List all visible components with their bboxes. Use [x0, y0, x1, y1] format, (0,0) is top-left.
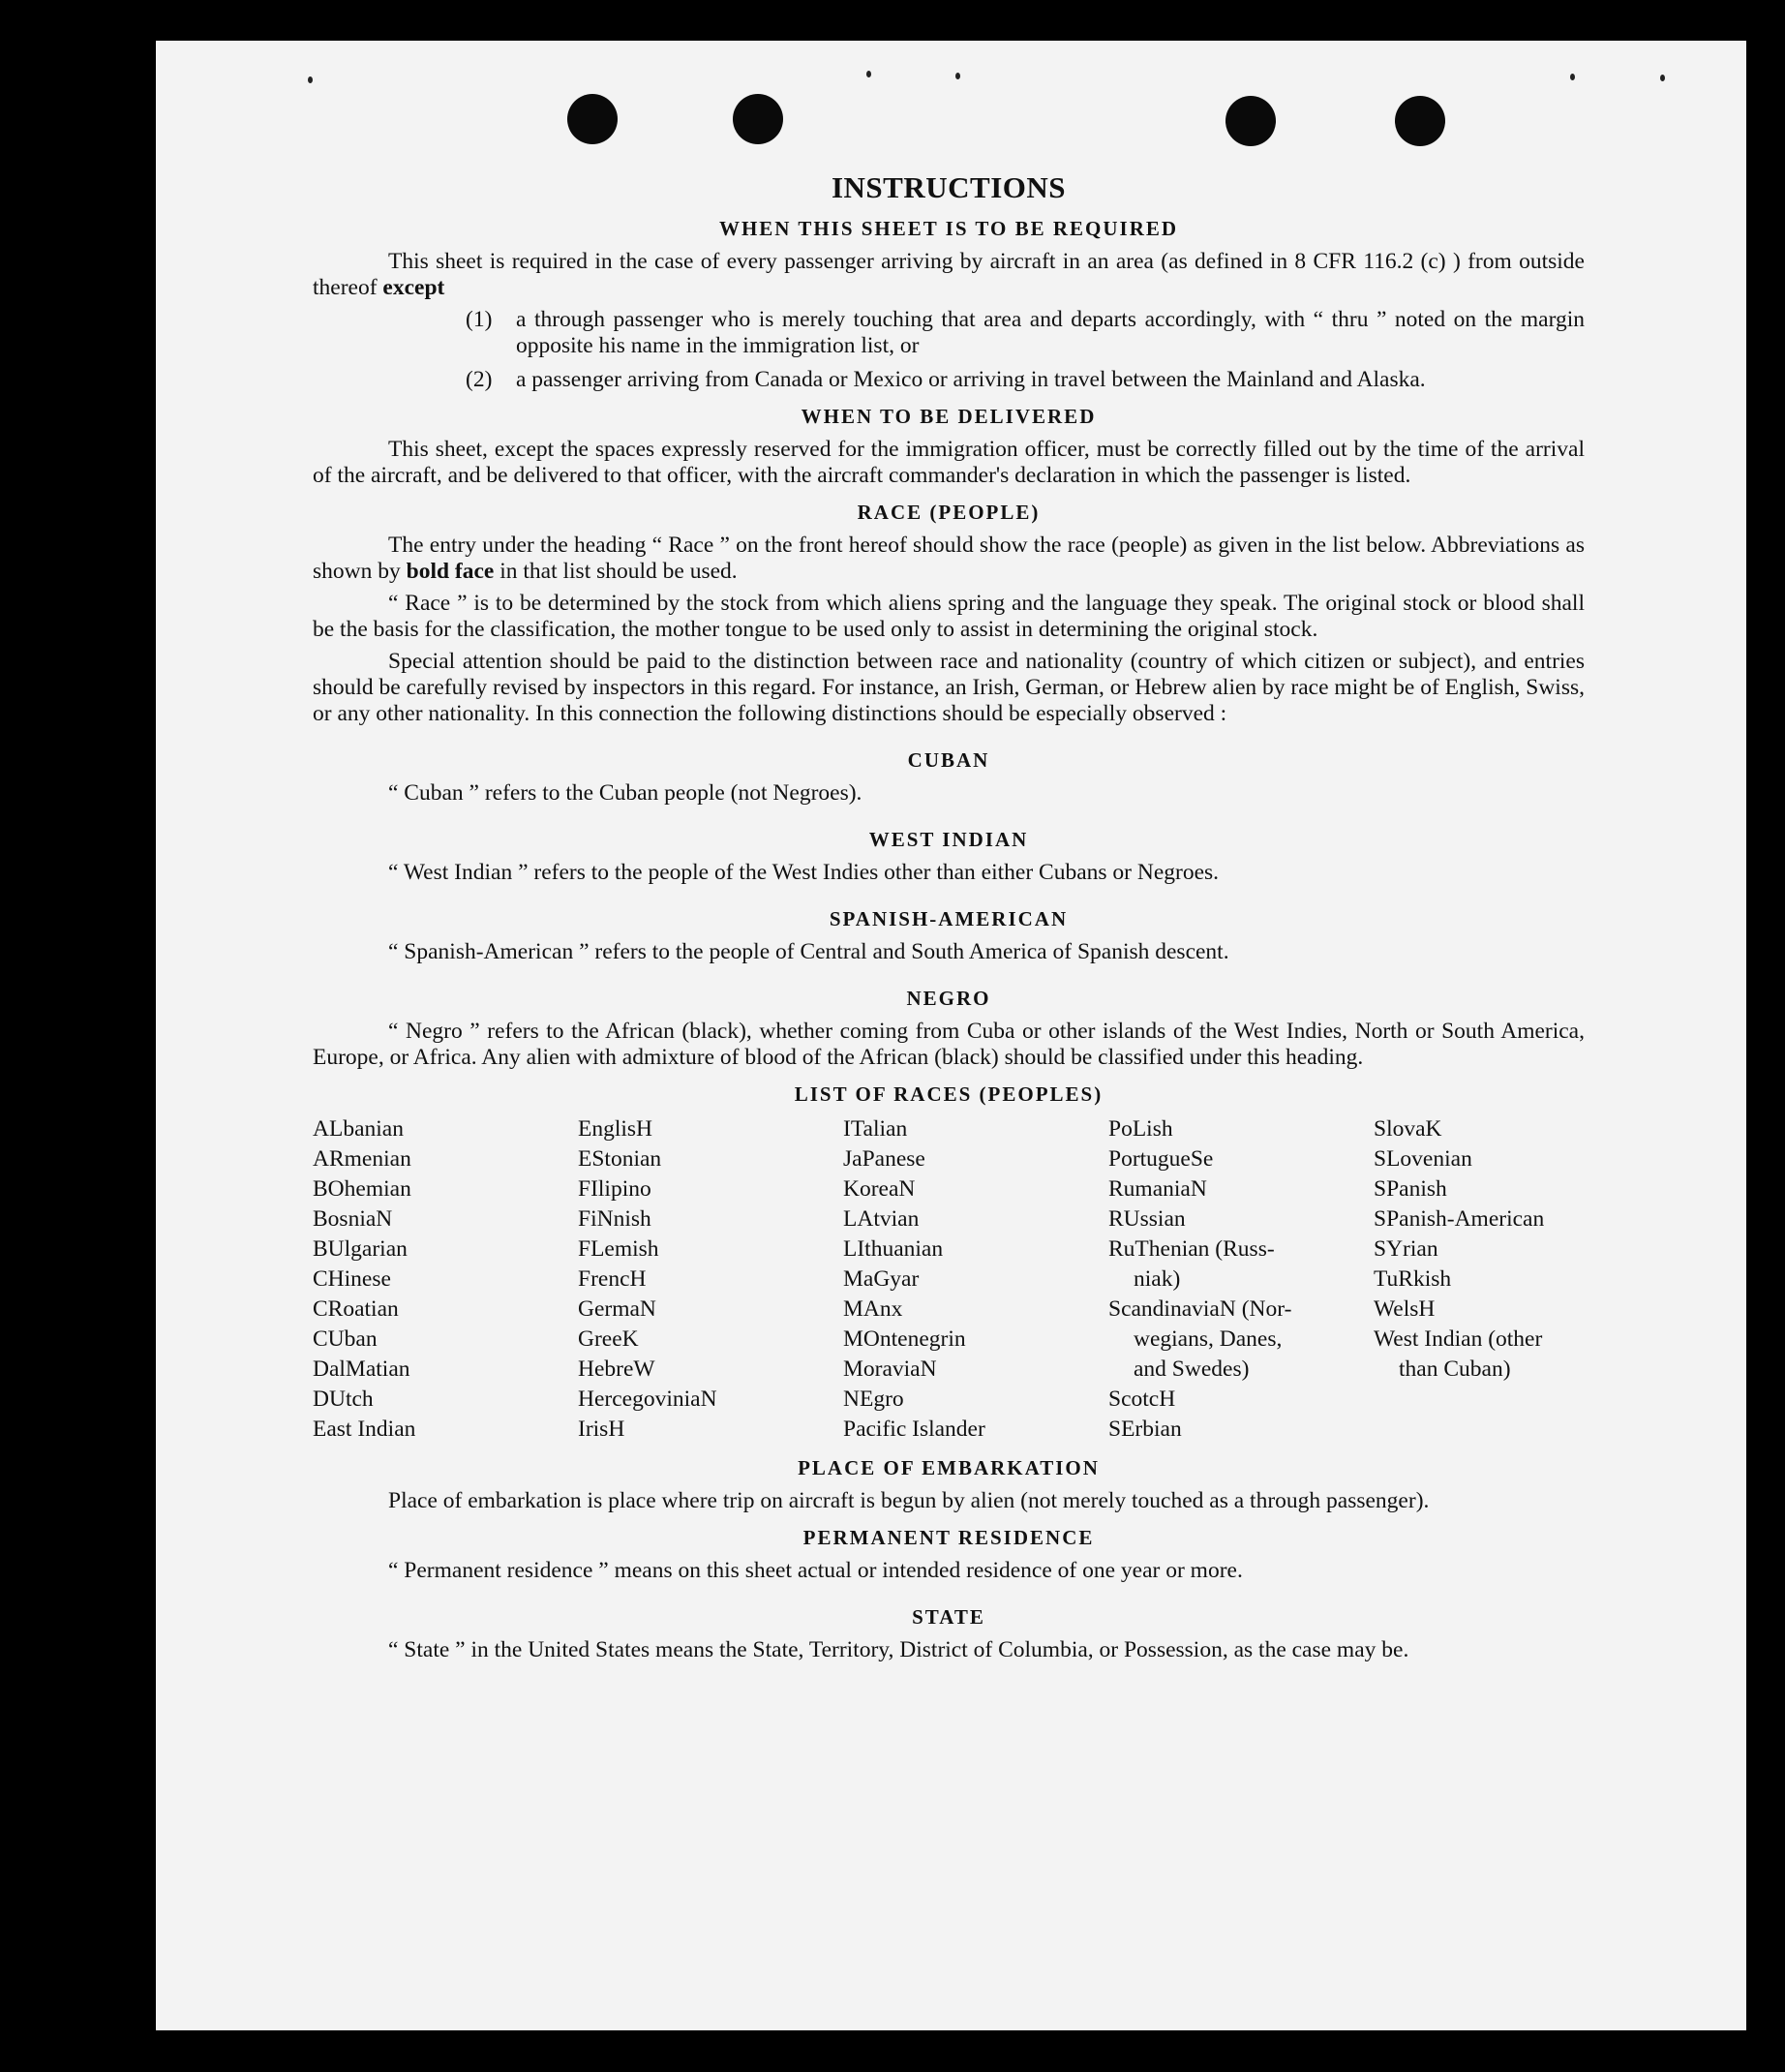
race-item: KoreaN [843, 1176, 916, 1202]
document-page [156, 41, 1746, 2030]
race-item: FrencH [578, 1266, 647, 1292]
section-heading-embarkation: PLACE OF EMBARKATION [798, 1456, 1100, 1479]
race-item: CUban [313, 1326, 378, 1352]
race-paragraph-3: Special attention should be paid to the distinction between race and nationality (country of which citizen or subject), and entries should be carefully revised by inspectors in this regard. For instance, an Irish, German, or Hebrew alien by race might be of English, Swiss, or any other nationality. In this connection the following distinctions should be especially observed : [313, 649, 1585, 726]
exception-number: (2) [466, 367, 493, 392]
races-column-3 [843, 1114, 1108, 1445]
punch-hole [567, 94, 618, 144]
races-column-2 [578, 1114, 843, 1445]
section-heading-delivered: WHEN TO BE DELIVERED [801, 405, 1097, 428]
spanish-american-definition: “ Spanish-American ” refers to the people of Central and South America of Spanish descent. [388, 939, 1229, 964]
race-item: FLemish [578, 1236, 659, 1262]
section-heading-races-list: LIST OF RACES (PEOPLES) [794, 1082, 1104, 1106]
race-item: LAtvian [843, 1206, 920, 1232]
exception-number: (1) [466, 307, 493, 332]
race-item: ALbanian [313, 1116, 404, 1142]
race-item: BOhemian [313, 1176, 411, 1202]
race-item: HercegoviniaN [578, 1386, 717, 1412]
exception-item [466, 367, 1585, 393]
race-item: CHinese [313, 1266, 391, 1292]
race-item-continuation: than Cuban) [1399, 1356, 1511, 1382]
speck [308, 76, 313, 83]
speck [866, 71, 871, 77]
exception-text: a passenger arriving from Canada or Mexico or arriving in travel between the Mainland and Alaska. [516, 367, 1426, 392]
race-item: PoLish [1108, 1116, 1173, 1142]
required-paragraph [313, 249, 1585, 301]
punch-hole [1225, 96, 1276, 146]
race-item: BUlgarian [313, 1236, 408, 1262]
race-item: CRoatian [313, 1296, 399, 1322]
race-item: SPanish-American [1374, 1206, 1545, 1232]
race-item: WelsH [1374, 1296, 1436, 1322]
race-item: RuThenian (Russ- [1108, 1236, 1275, 1262]
race-p1-a: The entry under the heading “ Race ” on the front hereof should show the race (people) as given in the list below. Abbreviations as shown by [313, 533, 1585, 584]
section-heading-negro: NEGRO [906, 987, 991, 1010]
speck [1660, 75, 1665, 81]
race-item: FiNnish [578, 1206, 651, 1232]
section-heading-residence: PERMANENT RESIDENCE [802, 1526, 1095, 1549]
cuban-definition: “ Cuban ” refers to the Cuban people (not Negroes). [388, 780, 862, 806]
race-item: JaPanese [843, 1146, 925, 1172]
race-item: SYrian [1374, 1236, 1438, 1262]
exception-text: a through passenger who is merely touching that area and departs accordingly, with “ thru ” noted on the margin opposite his name in the immigration list, or [516, 307, 1585, 358]
section-heading-race: RACE (PEOPLE) [857, 501, 1041, 524]
race-item: RUssian [1108, 1206, 1186, 1232]
races-list [313, 1114, 1585, 1445]
race-item: SLovenian [1374, 1146, 1472, 1172]
race-paragraph-1 [313, 533, 1585, 585]
state-definition: “ State ” in the United States means the State, Territory, District of Columbia, or Possession, as the case may be. [388, 1637, 1409, 1662]
race-item: IrisH [578, 1417, 625, 1442]
section-heading-west-indian: WEST INDIAN [868, 828, 1029, 851]
race-item: MOntenegrin [843, 1326, 966, 1352]
race-item: RumaniaN [1108, 1176, 1207, 1202]
race-item: HebreW [578, 1356, 655, 1382]
speck [1570, 74, 1575, 80]
race-item: TuRkish [1374, 1266, 1452, 1292]
race-item: SPanish [1374, 1176, 1447, 1202]
race-item: GermaN [578, 1296, 656, 1322]
speck [955, 73, 960, 79]
section-heading-cuban: CUBAN [907, 748, 990, 772]
race-paragraph-2: “ Race ” is to be determined by the stock from which aliens spring and the language they speak. The original stock or blood shall be the basis for the classification, the mother tongue to be used only to assist in determining the original stock. [313, 591, 1585, 642]
race-item-continuation: and Swedes) [1134, 1356, 1250, 1382]
punch-hole [1395, 96, 1445, 146]
race-item: NEgro [843, 1386, 904, 1412]
race-item: MAnx [843, 1296, 903, 1322]
race-item: GreeK [578, 1326, 639, 1352]
race-item: East Indian [313, 1417, 416, 1442]
race-item: EnglisH [578, 1116, 653, 1142]
race-item: EStonian [578, 1146, 662, 1172]
except-word: except [382, 275, 445, 300]
race-item: SErbian [1108, 1417, 1182, 1442]
bold-face-text: bold face [406, 559, 495, 584]
section-heading-spanish-american: SPANISH-AMERICAN [829, 907, 1069, 930]
race-item: ScandinaviaN (Nor- [1108, 1296, 1292, 1322]
races-column-4 [1108, 1114, 1374, 1445]
delivered-paragraph: This sheet, except the spaces expressly reserved for the immigration officer, must be correctly filled out by the time of the arrival of the aircraft, and be delivered to that officer, with the aircraft commander's declaration in which the passenger is listed. [313, 437, 1585, 488]
race-item: PortugueSe [1108, 1146, 1214, 1172]
race-p1-b: in that list should be used. [499, 559, 738, 584]
race-item-continuation: wegians, Danes, [1134, 1326, 1283, 1352]
exception-list [466, 307, 1585, 393]
west-indian-definition: “ West Indian ” refers to the people of the West Indies other than either Cubans or Negroes. [388, 860, 1220, 885]
race-item: DalMatian [313, 1356, 410, 1382]
race-item: MoraviaN [843, 1356, 937, 1382]
punch-hole [733, 94, 783, 144]
instructions-content [313, 170, 1585, 1669]
races-column-1 [313, 1114, 578, 1445]
required-intro: This sheet is required in the case of every passenger arriving by aircraft in an area (as defined in 8 CFR 116.2 (c) ) from outside thereof [313, 249, 1585, 300]
race-item: ARmenian [313, 1146, 411, 1172]
race-item: West Indian (other [1374, 1326, 1543, 1352]
embarkation-definition: Place of embarkation is place where trip on aircraft is begun by alien (not merely touched as a through passenger). [388, 1488, 1430, 1513]
exception-item [466, 307, 1585, 359]
section-heading-required: WHEN THIS SHEET IS TO BE REQUIRED [718, 217, 1179, 240]
race-item: DUtch [313, 1386, 374, 1412]
race-item-continuation: niak) [1134, 1266, 1181, 1292]
section-heading-state: STATE [912, 1605, 985, 1629]
race-item: BosniaN [313, 1206, 393, 1232]
race-item: FIlipino [578, 1176, 651, 1202]
race-item: Pacific Islander [843, 1417, 985, 1442]
race-item: MaGyar [843, 1266, 920, 1292]
page-title: INSTRUCTIONS [831, 170, 1066, 204]
negro-definition: “ Negro ” refers to the African (black), whether coming from Cuba or other islands of the West Indies, North or South America, Europe, or Africa. Any alien with admixture of blood of the African (black) should be classified under this heading. [313, 1019, 1585, 1070]
residence-definition: “ Permanent residence ” means on this sheet actual or intended residence of one year or more. [388, 1558, 1243, 1583]
race-item: ITalian [843, 1116, 908, 1142]
race-item: SlovaK [1374, 1116, 1442, 1142]
races-column-5 [1374, 1114, 1585, 1445]
race-item: ScotcH [1108, 1386, 1176, 1412]
race-item: LIthuanian [843, 1236, 944, 1262]
